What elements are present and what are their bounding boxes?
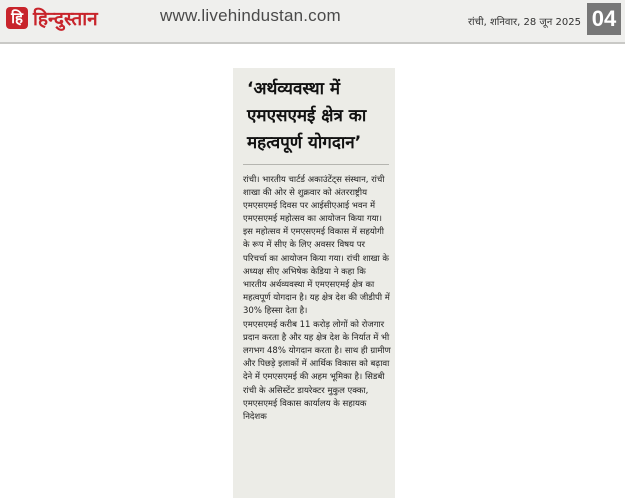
headline-divider <box>243 164 389 165</box>
article-body <box>243 174 391 424</box>
article-paragraph-2: एमएसएमई करीब 11 करोड़ लोगों को रोजगार प्रदान करता है और यह क्षेत्र देश के निर्यात में भी लगभग 48% योगदान करता है। साथ ही ग्रामीण और पिछड़े इलाकों में आर्थिक विकास को बढ़ावा देने में एमएसएमई की अहम भूमिका है। सिडबी रांची के असिस्टेंट डायरेक्टर मुकुल एक्का, एमएसएमई विकास कार्यालय के सहायक निदेशक <box>243 320 391 422</box>
site-url: www.livehindustan.com <box>160 6 341 25</box>
logo-mark: हि <box>6 7 28 29</box>
page-number: 04 <box>587 3 621 35</box>
news-clipping <box>233 68 395 498</box>
newspaper-name: हिन्दुस्तान <box>33 8 98 30</box>
article-paragraph-1: रांची। भारतीय चार्टर्ड अकाउंटेंट्स संस्थान, रांची शाखा की ओर से शुक्रवार को अंतरराष्ट्रीय एमएसएमई दिवस पर आईसीएआई भवन में एमएसएमई महोत्सव का आयोजन किया गया। इस महोत्सव में एमएसएमई विकास में सहयोगी के रूप में सीए के लिए अवसर विषय पर परिचर्चा का आयोजन किया गया। रांची शाखा के अध्यक्ष सीए अभिषेक केडिया ने कहा कि भारतीय अर्थव्यवस्था में एमएसएमई क्षेत्र का महत्वपूर्ण योगदान है। यह क्षेत्र देश की जीडीपी में 30% हिस्सा देता है। <box>243 175 390 316</box>
newspaper-logo <box>6 4 98 32</box>
article-headline: ‘अर्थव्यवस्था में एमएसएमई क्षेत्र का महत्वपूर्ण योगदान’ <box>247 79 367 153</box>
dateline: रांची, शनिवार, 28 जून 2025 <box>467 17 581 28</box>
newspaper-masthead <box>0 0 625 44</box>
